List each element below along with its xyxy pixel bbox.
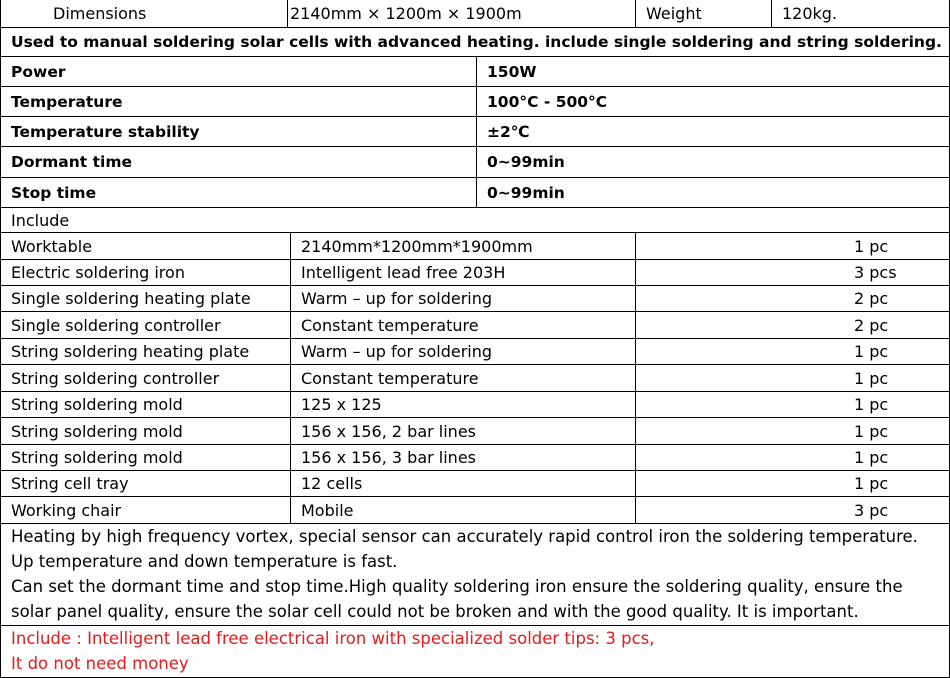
item-qty: 1 pc <box>635 392 950 417</box>
spec-value: 0~99min <box>476 147 950 177</box>
item-qty: 1 pc <box>635 418 950 444</box>
item-qty: 1 pc <box>635 339 950 364</box>
item-name: String soldering mold <box>11 421 183 441</box>
spec-row <box>1 117 950 147</box>
spec-label: Temperature stability <box>11 122 200 141</box>
table-row <box>1 286 950 312</box>
item-name: Working chair <box>11 500 122 520</box>
item-detail: Warm – up for soldering <box>290 286 635 311</box>
spec-value: 100°C - 500°C <box>476 87 950 116</box>
spec-row <box>1 147 950 178</box>
table-row <box>1 233 950 260</box>
red-notes-line: Include : Intelligent lead free electrical iron with specialized solder tips: 3 pcs, <box>11 629 655 648</box>
item-detail: 125 x 125 <box>290 392 635 417</box>
item-qty: 2 pc <box>635 312 950 338</box>
notes-line: Up temperature and down temperature is fast. <box>11 552 398 571</box>
item-detail: 156 x 156, 2 bar lines <box>290 418 635 444</box>
red-notes-line: It do not need money <box>11 654 189 673</box>
table-row <box>1 339 950 365</box>
item-name: String soldering controller <box>11 368 220 388</box>
item-qty: 1 pc <box>635 365 950 391</box>
description-row <box>1 28 950 57</box>
item-qty: 3 pc <box>635 497 950 523</box>
weight-value: 120kg. <box>771 0 950 27</box>
table-row <box>1 445 950 471</box>
spec-row <box>1 57 950 87</box>
item-qty: 1 pc <box>635 233 950 259</box>
item-qty: 1 pc <box>635 445 950 470</box>
item-detail: 12 cells <box>290 471 635 496</box>
table-row <box>1 365 950 392</box>
item-name: String soldering heating plate <box>11 342 250 361</box>
item-qty: 3 pcs <box>635 260 950 285</box>
item-qty: 2 pc <box>635 286 950 311</box>
spec-label: Temperature <box>11 92 123 111</box>
red-notes-block <box>1 626 950 678</box>
item-detail: Constant temperature <box>290 365 635 391</box>
notes-line: Heating by high frequency vortex, special sensor can accurately rapid control iron the soldering temperature. <box>11 527 918 546</box>
table-row <box>1 497 950 524</box>
item-name: String soldering mold <box>11 448 183 467</box>
item-detail: 156 x 156, 3 bar lines <box>290 445 635 470</box>
item-qty: 1 pc <box>635 471 950 496</box>
item-detail: 2140mm*1200mm*1900mm <box>290 233 635 259</box>
item-name: Single soldering controller <box>11 315 221 335</box>
spec-value: 150W <box>476 57 950 86</box>
item-name: String cell tray <box>11 474 129 493</box>
include-heading: Include <box>11 210 70 230</box>
description-text: Used to manual soldering solar cells with advanced heating. include single soldering and string soldering. <box>11 33 942 51</box>
table-row <box>1 418 950 445</box>
spec-row <box>1 87 950 117</box>
notes-line: Can set the dormant time and stop time.High quality soldering iron ensure the soldering quality, ensure the <box>11 577 903 596</box>
notes-block <box>1 524 950 626</box>
item-name: Worktable <box>11 236 93 256</box>
item-detail: Constant temperature <box>290 312 635 338</box>
item-detail: Intelligent lead free 203H <box>290 260 635 285</box>
spec-value: 0~99min <box>476 178 950 207</box>
spec-label: Power <box>11 62 66 81</box>
notes-line: solar panel quality, ensure the solar cell could not be broken and with the good quality. It is important. <box>11 602 859 621</box>
table-row <box>1 312 950 339</box>
item-name: String soldering mold <box>11 395 183 414</box>
item-name: Electric soldering iron <box>11 263 185 282</box>
table-row <box>1 260 950 286</box>
include-heading-row <box>1 208 950 233</box>
weight-label: Weight <box>635 0 771 27</box>
item-detail: Mobile <box>290 497 635 523</box>
spec-label: Dormant time <box>11 153 132 171</box>
item-name: Single soldering heating plate <box>11 289 251 308</box>
dimensions-row <box>1 0 950 28</box>
item-detail: Warm – up for soldering <box>290 339 635 364</box>
spec-label: Stop time <box>11 183 97 202</box>
dimensions-label: Dimensions <box>53 4 147 23</box>
table-row <box>1 392 950 418</box>
dimensions-value: 2140mm × 1200m × 1900m <box>287 0 635 27</box>
table-row <box>1 471 950 497</box>
spec-row <box>1 178 950 208</box>
spec-value: ±2℃ <box>476 117 950 146</box>
